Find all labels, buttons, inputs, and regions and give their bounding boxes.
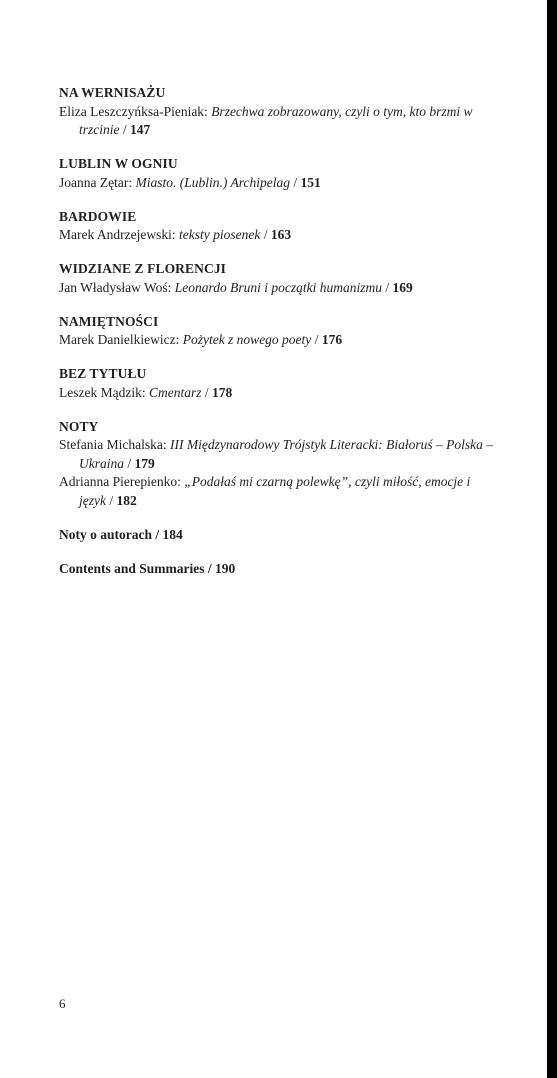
entry-separator: / xyxy=(260,227,271,242)
entry-author: Marek Danielkiewicz: xyxy=(59,332,183,347)
entry-author: Eliza Leszczyńksa-Pieniak: xyxy=(59,103,212,119)
entry-title: Leonardo Bruni i początki humanizmu xyxy=(174,279,383,295)
toc-section xyxy=(59,365,499,402)
entry-author: Leszek Mądzik: xyxy=(59,384,149,400)
toc-entry xyxy=(59,279,499,298)
entry-title: Miasto. (Lublin.) Archipelag xyxy=(135,174,290,190)
entry-author: Marek Andrzejewski: xyxy=(59,227,179,242)
entry-author: Joanna Zętar: xyxy=(59,174,136,190)
entry-page-number: 169 xyxy=(392,279,413,295)
toc-entry xyxy=(59,436,499,473)
entry-separator: / xyxy=(105,492,117,508)
toc-contents-summaries: Contents and Summaries / 190 xyxy=(59,561,236,576)
entry-separator: / xyxy=(119,122,131,137)
entry-author: Adrianna Pierepienko: xyxy=(59,474,185,489)
entry-title: teksty piosenek xyxy=(178,227,261,242)
section-title: NAMIĘTNOŚCI xyxy=(59,313,159,329)
section-title: BARDOWIE xyxy=(59,208,137,224)
entry-title: „Podałaś mi czarną polewkę”, czyli miłość, emocje i język xyxy=(79,474,471,508)
entry-separator: / xyxy=(289,174,301,190)
toc-entry xyxy=(59,174,499,193)
toc-authors-notes: Noty o autorach / 184 xyxy=(59,526,183,542)
page-number: 6 xyxy=(59,996,66,1011)
entry-separator: / xyxy=(201,384,212,400)
toc-section xyxy=(59,418,499,511)
toc-entry xyxy=(59,331,499,350)
entry-title: III Międzynarodowy Trójstyk Literacki: Białoruś – Polska – Ukraina xyxy=(79,437,494,471)
entry-page-number: 163 xyxy=(270,227,292,242)
section-title: BEZ TYTUŁU xyxy=(59,366,147,381)
toc-section xyxy=(59,84,499,140)
entry-page-number: 182 xyxy=(116,492,137,508)
toc-entry xyxy=(59,103,499,140)
section-title: LUBLIN W OGNIU xyxy=(59,156,178,171)
toc-entry xyxy=(59,226,499,245)
entry-separator: / xyxy=(124,455,135,471)
section-title: NOTY xyxy=(59,418,99,434)
toc-entry xyxy=(59,384,499,403)
entry-page-number: 179 xyxy=(134,455,155,471)
page-edge-bar xyxy=(547,0,557,1078)
toc-section xyxy=(59,260,499,297)
table-of-contents xyxy=(59,84,499,595)
toc-entry xyxy=(59,473,499,510)
toc-section xyxy=(59,313,499,350)
entry-author: Jan Władysław Woś: xyxy=(59,279,175,295)
entry-separator: / xyxy=(311,332,322,347)
entry-title: Pożytek z nowego poety xyxy=(182,332,312,347)
entry-page-number: 147 xyxy=(130,122,151,137)
toc-section xyxy=(59,208,499,245)
entry-title: Brzechwa zobrazowany, czyli o tym, kto brzmi w trzcinie xyxy=(79,103,473,137)
entry-title: Cmentarz xyxy=(148,384,202,400)
entry-author: Stefania Michalska: xyxy=(59,437,170,452)
entry-page-number: 151 xyxy=(300,174,321,190)
toc-section xyxy=(59,155,499,192)
entry-page-number: 178 xyxy=(212,384,233,400)
section-title: NA WERNISAŻU xyxy=(59,85,166,100)
entry-separator: / xyxy=(382,279,393,295)
entry-page-number: 176 xyxy=(321,332,343,347)
section-title: WIDZIANE Z FLORENCJI xyxy=(59,261,227,276)
